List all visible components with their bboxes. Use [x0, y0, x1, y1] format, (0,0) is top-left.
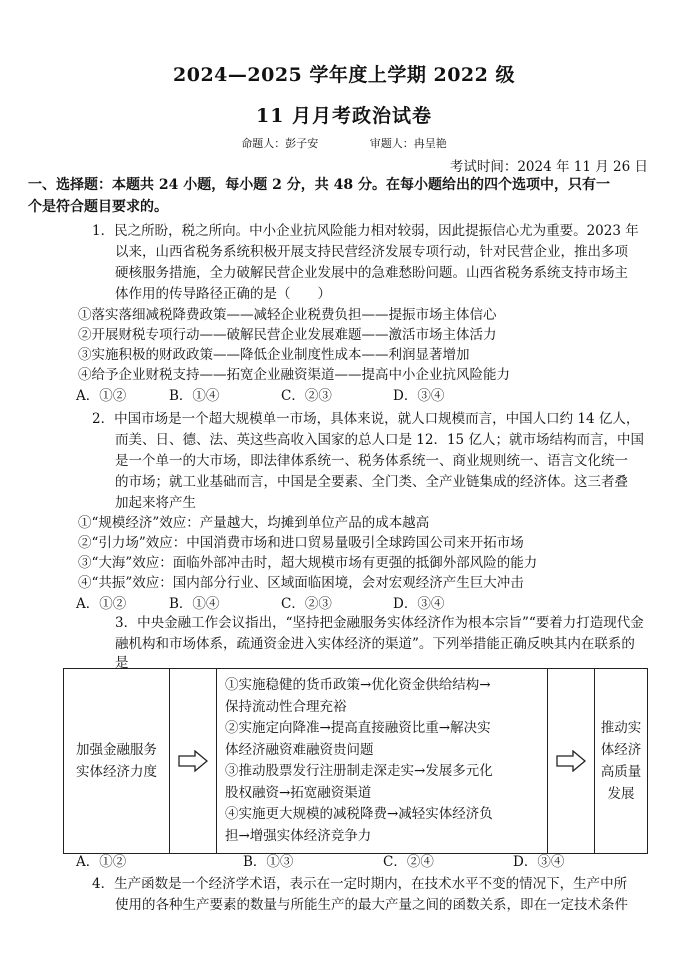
flow-middle-cell [217, 669, 548, 854]
flow-middle-line: 体经济融资难融资贵问题 [225, 741, 374, 758]
q2-line: 2．中国市场是一个超大规模单一市场，具体来说，就人口规模而言，中国人口约 14 亿人， [92, 411, 640, 427]
hollow-right-arrow-icon [178, 750, 208, 772]
flow-right-cell [595, 669, 648, 854]
q2-option-d: D．③④ [393, 596, 445, 612]
q2-line: 是一个单一的大市场，即法律体系统一、税务体系统一、商业规则统一、语言文化统一 [115, 453, 628, 469]
q1-option-d: D．③④ [393, 388, 445, 404]
exam-title-line1: 2024—2025 学年度上学期 2022 级 [173, 64, 515, 86]
flow-middle-line: ③推动股票发行注册制走深走实→发展多元化 [225, 763, 493, 779]
flow-left-cell [64, 669, 170, 854]
q3-line: 3．中央金融工作会议指出，“坚持把金融服务实体经济作为根本宗旨”“要着力打造现代金 [115, 615, 644, 631]
flow-middle-line: 担→增强实体经济竞争力 [225, 827, 372, 844]
section-heading-line2: 个是符合题目要求的。 [28, 199, 168, 215]
q2-item: ④“共振”效应：国内部分行业、区域面临困境，会对宏观经济产生巨大冲击 [78, 575, 524, 591]
q2-option-b: B．①④ [169, 596, 220, 612]
q1-line: 硬核服务措施，全力破解民营企业发展中的急难愁盼问题。山西省税务系统支持市场主 [115, 265, 628, 281]
q1-line: 体作用的传导路径正确的是（ ） [115, 286, 331, 302]
exam-time: 考试时间：2024 年 11 月 26 日 [449, 159, 648, 175]
q3-flow-table [63, 668, 648, 854]
reviewer: 审题人：冉呈艳 [369, 137, 447, 150]
q1-item: ④给予企业财税支持——拓宽企业融资渠道——提高中小企业抗风险能力 [78, 367, 510, 383]
flow-right-text: 推动实体经济 [600, 720, 642, 758]
flow-arrow-cell [170, 669, 217, 854]
section-heading-line1: 一、选择题：本题共 24 小题，每小题 2 分，共 48 分。在每小题给出的四个选项中，只有一 [28, 177, 610, 193]
q3-line: 是 [115, 655, 129, 671]
flow-middle-line: ①实施稳健的货币政策→优化资金供给结构→ [225, 677, 491, 693]
q1-item: ③实施积极的财政政策——降低企业制度性成本——利润显著增加 [78, 347, 470, 363]
flow-right-text: 高质量发展 [600, 764, 642, 802]
flow-middle-line: ④实施更大规模的减税降费→减轻实体经济负 [225, 806, 493, 822]
q3-option-b: B．①③ [243, 854, 294, 870]
authors-line [0, 135, 688, 151]
q1-item: ②开展财税专项行动——破解民营企业发展难题——激活市场主体活力 [78, 327, 497, 343]
exam-title-line2: 11 月月考政治试卷 [255, 105, 433, 127]
q4-line: 4．生产函数是一个经济学术语，表示在一定时期内，在技术水平不变的情况下，生产中所 [92, 876, 628, 892]
q3-option-a: A．①② [76, 854, 127, 870]
q1-option-b: B．①④ [169, 388, 220, 404]
flow-middle-line: 股权融资→拓宽融资渠道 [225, 784, 372, 801]
q2-line: 加起来将产生 [115, 495, 196, 511]
q1-line: 1．民之所盼，税之所向。中小企业抗风险能力相对较弱，因此提振信心尤为重要。2023 年 [92, 223, 639, 239]
q2-option-c: C．②③ [281, 596, 332, 612]
q1-item: ①落实落细减税降费政策——减轻企业税费负担——提振市场主体信心 [78, 307, 497, 323]
q2-item: ②“引力场”效应：中国消费市场和进口贸易量吸引全球跨国公司来开拓市场 [78, 535, 524, 551]
q3-option-d: D．③④ [513, 854, 565, 870]
flow-left-text: 实体经济力度 [76, 764, 157, 780]
q2-item: ③“大海”效应：面临外部冲击时，超大规模市场有更强的抵御外部风险的能力 [78, 555, 538, 571]
q2-line: 的市场；就工业基础而言，中国是全要素、全门类、全产业链集成的经济体。这三者叠 [115, 474, 628, 490]
setter: 命题人：彭子安 [241, 137, 319, 150]
q2-line: 而美、日、德、法、英这些高收入国家的总人口是 12．15 亿人；就市场结构而言，中国 [115, 432, 644, 448]
flow-left-text: 加强金融服务 [76, 742, 157, 758]
q4-line: 使用的各种生产要素的数量与所能生产的最大产量之间的函数关系，即在一定技术条件 [115, 897, 628, 913]
flow-middle-line: ②实施定向降准→提高直接融资比重→解决实 [225, 720, 491, 736]
hollow-right-arrow-icon [556, 750, 586, 772]
flow-arrow-cell [548, 669, 595, 854]
q2-option-a: A．①② [76, 596, 127, 612]
q2-item: ①“规模经济”效应：产量越大，均摊到单位产品的成本越高 [78, 515, 430, 531]
q3-line: 融机构和市场体系，疏通资金进入实体经济的渠道”。下列举措能正确反映其内在联系的 [115, 636, 635, 652]
q3-option-c: C．②④ [383, 854, 434, 870]
flow-middle-line: 保持流动性合理充裕 [225, 698, 347, 715]
q1-option-a: A．①② [76, 388, 127, 404]
q1-line: 以来，山西省税务系统积极开展支持民营经济发展专项行动，针对民营企业，推出多项 [115, 244, 628, 260]
q1-option-c: C．②③ [281, 388, 332, 404]
